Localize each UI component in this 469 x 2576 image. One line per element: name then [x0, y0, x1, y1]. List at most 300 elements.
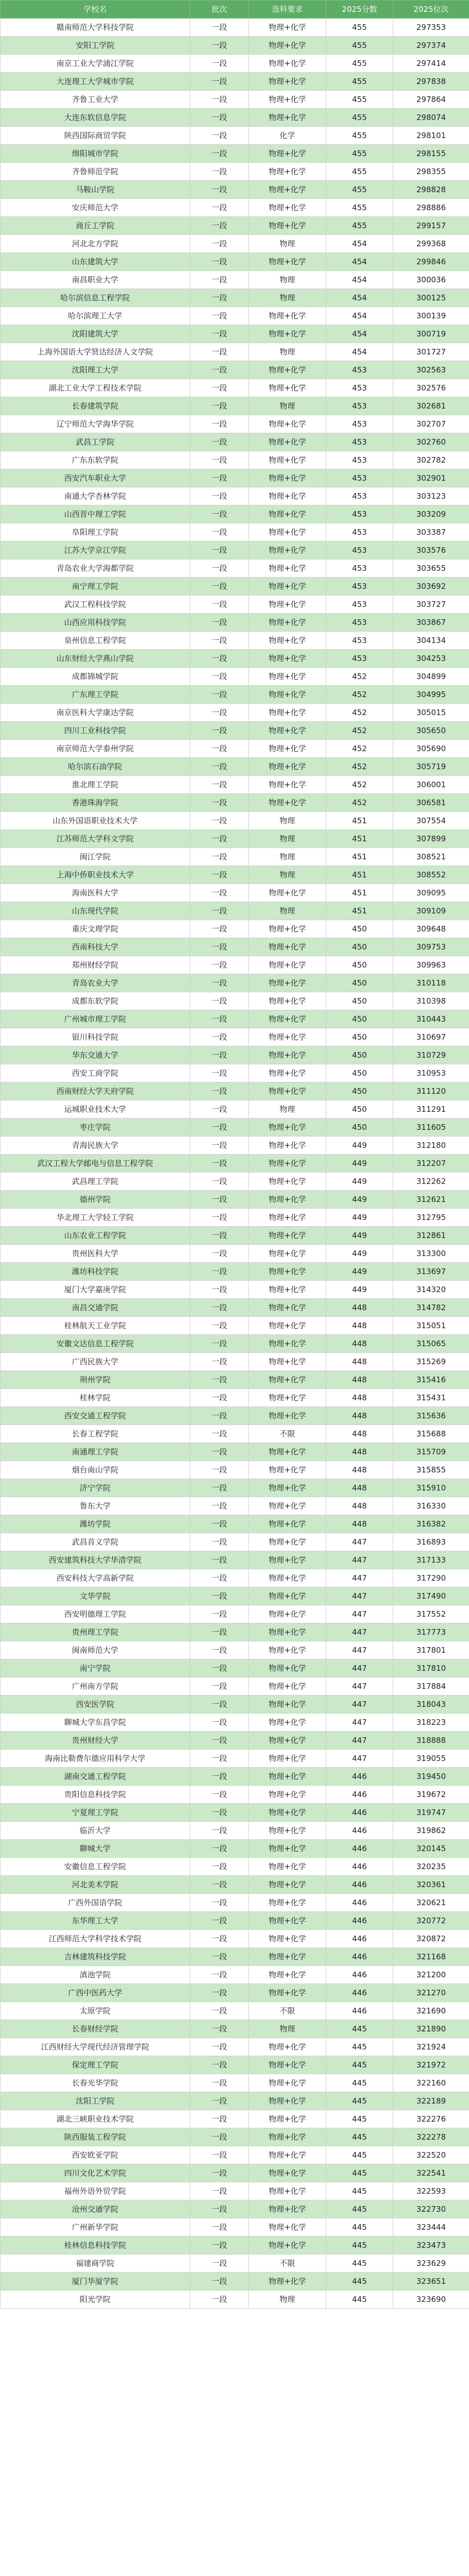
- school-name-cell: 安徽文达信息工程学院: [1, 1335, 190, 1353]
- batch-cell: 一段: [190, 1335, 249, 1353]
- subject-requirement-cell: 物理+化学: [249, 776, 326, 794]
- subject-requirement-cell: 物理+化学: [249, 181, 326, 199]
- subject-requirement-cell: 物理+化学: [249, 487, 326, 505]
- batch-cell: 一段: [190, 1677, 249, 1696]
- rank-cell: 299157: [393, 217, 469, 235]
- table-row: [1, 1263, 469, 1281]
- score-cell: 454: [326, 235, 393, 253]
- batch-cell: 一段: [190, 361, 249, 379]
- subject-requirement-cell: 物理: [249, 343, 326, 361]
- rank-cell: 322593: [393, 2182, 469, 2200]
- table-row: [1, 2038, 469, 2056]
- score-cell: 453: [326, 650, 393, 668]
- table-row: [1, 614, 469, 632]
- batch-cell: 一段: [190, 1479, 249, 1497]
- table-row: [1, 1605, 469, 1623]
- subject-requirement-cell: 物理+化学: [249, 109, 326, 127]
- score-cell: 447: [326, 1587, 393, 1605]
- table-row: [1, 1227, 469, 1245]
- rank-cell: 315709: [393, 1443, 469, 1461]
- batch-cell: 一段: [190, 722, 249, 740]
- batch-cell: 一段: [190, 1569, 249, 1587]
- batch-cell: 一段: [190, 2291, 249, 2309]
- table-row: [1, 109, 469, 127]
- school-name-cell: 山东建筑大学: [1, 253, 190, 271]
- table-row: [1, 397, 469, 415]
- rank-cell: 317801: [393, 1641, 469, 1659]
- batch-cell: 一段: [190, 1010, 249, 1028]
- table-row: [1, 560, 469, 578]
- score-cell: 450: [326, 1064, 393, 1082]
- batch-cell: 一段: [190, 1623, 249, 1641]
- rank-cell: 302681: [393, 397, 469, 415]
- subject-requirement-cell: 物理+化学: [249, 938, 326, 956]
- subject-requirement-cell: 物理+化学: [249, 415, 326, 433]
- subject-requirement-cell: 物理+化学: [249, 433, 326, 451]
- batch-cell: 一段: [190, 1082, 249, 1100]
- school-name-cell: 枣庄学院: [1, 1118, 190, 1137]
- score-cell: 453: [326, 379, 393, 397]
- rank-cell: 297838: [393, 73, 469, 91]
- rank-cell: 303692: [393, 578, 469, 596]
- subject-requirement-cell: 物理+化学: [249, 1714, 326, 1732]
- score-cell: 445: [326, 2056, 393, 2074]
- rank-cell: 308552: [393, 866, 469, 884]
- rank-cell: 298886: [393, 199, 469, 217]
- subject-requirement-cell: 物理: [249, 289, 326, 307]
- score-cell: 445: [326, 2182, 393, 2200]
- table-row: [1, 848, 469, 866]
- school-name-cell: 长春工程学院: [1, 1425, 190, 1443]
- score-cell: 445: [326, 2236, 393, 2255]
- batch-cell: 一段: [190, 974, 249, 992]
- table-row: [1, 596, 469, 614]
- school-name-cell: 香港珠海学院: [1, 794, 190, 812]
- rank-cell: 297374: [393, 37, 469, 55]
- subject-requirement-cell: 物理+化学: [249, 704, 326, 722]
- score-cell: 455: [326, 127, 393, 145]
- score-cell: 448: [326, 1461, 393, 1479]
- subject-requirement-cell: 物理+化学: [249, 614, 326, 632]
- school-name-cell: 广西民族大学: [1, 1353, 190, 1371]
- score-cell: 446: [326, 1786, 393, 1804]
- score-cell: 453: [326, 451, 393, 469]
- table-row: [1, 776, 469, 794]
- batch-cell: 一段: [190, 632, 249, 650]
- table-row: [1, 704, 469, 722]
- school-name-cell: 西安汽车职业大学: [1, 469, 190, 487]
- school-name-cell: 保定理工学院: [1, 2056, 190, 2074]
- school-name-cell: 陕西国际商贸学院: [1, 127, 190, 145]
- table-row: [1, 1209, 469, 1227]
- rank-cell: 298828: [393, 181, 469, 199]
- score-cell: 452: [326, 722, 393, 740]
- school-name-cell: 济宁学院: [1, 1479, 190, 1497]
- school-name-cell: 广州新华学院: [1, 2218, 190, 2236]
- batch-cell: 一段: [190, 2128, 249, 2146]
- subject-requirement-cell: 物理+化学: [249, 1858, 326, 1876]
- score-cell: 453: [326, 469, 393, 487]
- score-cell: 449: [326, 1263, 393, 1281]
- table-row: [1, 2200, 469, 2218]
- school-name-cell: 齐鲁工业大学: [1, 91, 190, 109]
- table-row: [1, 1804, 469, 1822]
- table-row: [1, 1984, 469, 2002]
- table-row: [1, 830, 469, 848]
- school-name-cell: 闽南师范大学: [1, 1641, 190, 1659]
- school-name-cell: 武昌工学院: [1, 433, 190, 451]
- batch-cell: 一段: [190, 776, 249, 794]
- table-row: [1, 2002, 469, 2020]
- school-name-cell: 淮北理工学院: [1, 776, 190, 794]
- school-name-cell: 成都锦城学院: [1, 668, 190, 686]
- batch-cell: 一段: [190, 2002, 249, 2020]
- table-row: [1, 343, 469, 361]
- rank-cell: 317290: [393, 1569, 469, 1587]
- table-row: [1, 1858, 469, 1876]
- table-row: [1, 722, 469, 740]
- rank-cell: 310953: [393, 1064, 469, 1082]
- rank-cell: 297864: [393, 91, 469, 109]
- subject-requirement-cell: 不限: [249, 1425, 326, 1443]
- score-cell: 446: [326, 1840, 393, 1858]
- batch-cell: 一段: [190, 866, 249, 884]
- score-cell: 454: [326, 289, 393, 307]
- score-cell: 448: [326, 1479, 393, 1497]
- batch-cell: 一段: [190, 2255, 249, 2273]
- table-row: [1, 451, 469, 469]
- batch-cell: 一段: [190, 2182, 249, 2200]
- subject-requirement-cell: 物理+化学: [249, 523, 326, 541]
- rank-cell: 297353: [393, 19, 469, 37]
- subject-requirement-cell: 物理+化学: [249, 1028, 326, 1046]
- score-cell: 447: [326, 1641, 393, 1659]
- school-name-cell: 西南财经大学天府学院: [1, 1082, 190, 1100]
- school-name-cell: 荆州学院: [1, 1371, 190, 1389]
- score-cell: 453: [326, 596, 393, 614]
- batch-cell: 一段: [190, 343, 249, 361]
- rank-cell: 312621: [393, 1191, 469, 1209]
- subject-requirement-cell: 物理+化学: [249, 2164, 326, 2182]
- table-row: [1, 1191, 469, 1209]
- table-row: [1, 1299, 469, 1317]
- table-row: [1, 2182, 469, 2200]
- school-name-cell: 滇池学院: [1, 1966, 190, 1984]
- subject-requirement-cell: 物理: [249, 902, 326, 920]
- batch-cell: 一段: [190, 794, 249, 812]
- rank-cell: 312207: [393, 1155, 469, 1173]
- batch-cell: 一段: [190, 1263, 249, 1281]
- score-cell: 449: [326, 1173, 393, 1191]
- rank-cell: 321972: [393, 2056, 469, 2074]
- score-cell: 451: [326, 812, 393, 830]
- school-name-cell: 武汉工程科技学院: [1, 596, 190, 614]
- score-cell: 454: [326, 343, 393, 361]
- subject-requirement-cell: 物理+化学: [249, 2074, 326, 2092]
- score-cell: 446: [326, 1912, 393, 1930]
- school-name-cell: 桂林学院: [1, 1389, 190, 1407]
- table-row: [1, 217, 469, 235]
- batch-cell: 一段: [190, 1389, 249, 1407]
- school-name-cell: 四川文化艺术学院: [1, 2164, 190, 2182]
- rank-cell: 309648: [393, 920, 469, 938]
- score-cell: 449: [326, 1137, 393, 1155]
- school-name-cell: 潍坊科技学院: [1, 1263, 190, 1281]
- subject-requirement-cell: 物理+化学: [249, 1317, 326, 1335]
- school-name-cell: 南昌职业大学: [1, 271, 190, 289]
- subject-requirement-cell: 物理: [249, 812, 326, 830]
- subject-requirement-cell: 物理+化学: [249, 1732, 326, 1750]
- batch-cell: 一段: [190, 1786, 249, 1804]
- school-name-cell: 江苏师范大学科文学院: [1, 830, 190, 848]
- table-row: [1, 2074, 469, 2092]
- school-name-cell: 吉林建筑科技学院: [1, 1948, 190, 1966]
- score-cell: 450: [326, 956, 393, 974]
- rank-cell: 315855: [393, 1461, 469, 1479]
- table-row: [1, 668, 469, 686]
- score-cell: 448: [326, 1353, 393, 1371]
- header-subject-requirement: 选科要求: [249, 1, 326, 19]
- rank-cell: 322730: [393, 2200, 469, 2218]
- school-name-cell: 贵州理工学院: [1, 1623, 190, 1641]
- table-row: [1, 2056, 469, 2074]
- score-cell: 445: [326, 2164, 393, 2182]
- batch-cell: 一段: [190, 668, 249, 686]
- table-row: [1, 1245, 469, 1263]
- subject-requirement-cell: 物理+化学: [249, 794, 326, 812]
- score-cell: 445: [326, 2218, 393, 2236]
- batch-cell: 一段: [190, 686, 249, 704]
- table-row: [1, 235, 469, 253]
- school-name-cell: 重庆文理学院: [1, 920, 190, 938]
- score-cell: 452: [326, 668, 393, 686]
- subject-requirement-cell: 物理: [249, 830, 326, 848]
- rank-cell: 323629: [393, 2255, 469, 2273]
- rank-cell: 322520: [393, 2146, 469, 2164]
- score-cell: 446: [326, 1894, 393, 1912]
- school-name-cell: 鲁东大学: [1, 1497, 190, 1515]
- table-row: [1, 73, 469, 91]
- rank-cell: 316382: [393, 1515, 469, 1533]
- table-row: [1, 2128, 469, 2146]
- rank-cell: 313697: [393, 1263, 469, 1281]
- batch-cell: 一段: [190, 55, 249, 73]
- batch-cell: 一段: [190, 1281, 249, 1299]
- rank-cell: 320621: [393, 1894, 469, 1912]
- batch-cell: 一段: [190, 1551, 249, 1569]
- school-name-cell: 长春光华学院: [1, 2074, 190, 2092]
- rank-cell: 302782: [393, 451, 469, 469]
- school-name-cell: 太原学院: [1, 2002, 190, 2020]
- table-row: [1, 505, 469, 523]
- score-cell: 455: [326, 91, 393, 109]
- score-cell: 445: [326, 2291, 393, 2309]
- batch-cell: 一段: [190, 73, 249, 91]
- school-name-cell: 山东农业工程学院: [1, 1227, 190, 1245]
- score-cell: 448: [326, 1497, 393, 1515]
- score-cell: 448: [326, 1299, 393, 1317]
- rank-cell: 307899: [393, 830, 469, 848]
- rank-cell: 315051: [393, 1317, 469, 1335]
- school-name-cell: 山东财经大学燕山学院: [1, 650, 190, 668]
- score-cell: 447: [326, 1750, 393, 1768]
- batch-cell: 一段: [190, 2146, 249, 2164]
- table-row: [1, 271, 469, 289]
- school-name-cell: 沧州交通学院: [1, 2200, 190, 2218]
- school-name-cell: 哈尔滨石油学院: [1, 758, 190, 776]
- batch-cell: 一段: [190, 109, 249, 127]
- batch-cell: 一段: [190, 1064, 249, 1082]
- rank-cell: 319747: [393, 1804, 469, 1822]
- score-cell: 448: [326, 1515, 393, 1533]
- subject-requirement-cell: 物理+化学: [249, 55, 326, 73]
- subject-requirement-cell: 物理+化学: [249, 325, 326, 343]
- score-cell: 447: [326, 1659, 393, 1677]
- school-name-cell: 武汉工程大学邮电与信息工程学院: [1, 1155, 190, 1173]
- rank-cell: 298355: [393, 163, 469, 181]
- rank-cell: 303867: [393, 614, 469, 632]
- school-name-cell: 马鞍山学院: [1, 181, 190, 199]
- table-row: [1, 1497, 469, 1515]
- school-name-cell: 武昌理工学院: [1, 1173, 190, 1191]
- school-name-cell: 海南比勒费尔德应用科学大学: [1, 1750, 190, 1768]
- table-header: [1, 1, 469, 19]
- school-name-cell: 长春建筑学院: [1, 397, 190, 415]
- school-name-cell: 南京医科大学康达学院: [1, 704, 190, 722]
- batch-cell: 一段: [190, 541, 249, 560]
- batch-cell: 一段: [190, 91, 249, 109]
- table-row: [1, 1948, 469, 1966]
- subject-requirement-cell: 物理+化学: [249, 1569, 326, 1587]
- score-cell: 446: [326, 1804, 393, 1822]
- table-row: [1, 1100, 469, 1118]
- table-row: [1, 1551, 469, 1569]
- score-cell: 451: [326, 830, 393, 848]
- school-name-cell: 聊城大学东昌学院: [1, 1714, 190, 1732]
- table-row: [1, 415, 469, 433]
- batch-cell: 一段: [190, 2218, 249, 2236]
- table-row: [1, 181, 469, 199]
- table-row: [1, 1046, 469, 1064]
- subject-requirement-cell: 物理+化学: [249, 1389, 326, 1407]
- subject-requirement-cell: 物理+化学: [249, 740, 326, 758]
- table-row: [1, 253, 469, 271]
- school-name-cell: 烟台南山学院: [1, 1461, 190, 1479]
- subject-requirement-cell: 物理+化学: [249, 163, 326, 181]
- rank-cell: 318043: [393, 1696, 469, 1714]
- score-cell: 446: [326, 1984, 393, 2002]
- table-row: [1, 1786, 469, 1804]
- school-name-cell: 江西师范大学科学技术学院: [1, 1930, 190, 1948]
- subject-requirement-cell: 物理+化学: [249, 253, 326, 271]
- subject-requirement-cell: 物理+化学: [249, 1822, 326, 1840]
- subject-requirement-cell: 物理+化学: [249, 451, 326, 469]
- table-row: [1, 1407, 469, 1425]
- batch-cell: 一段: [190, 1155, 249, 1173]
- score-cell: 448: [326, 1335, 393, 1353]
- score-cell: 449: [326, 1155, 393, 1173]
- table-row: [1, 1894, 469, 1912]
- rank-cell: 322541: [393, 2164, 469, 2182]
- school-name-cell: 赣南师范大学科技学院: [1, 19, 190, 37]
- batch-cell: 一段: [190, 1587, 249, 1605]
- rank-cell: 300125: [393, 289, 469, 307]
- school-name-cell: 华东交通大学: [1, 1046, 190, 1064]
- score-cell: 446: [326, 1822, 393, 1840]
- table-row: [1, 1281, 469, 1299]
- batch-cell: 一段: [190, 560, 249, 578]
- rank-cell: 314782: [393, 1299, 469, 1317]
- school-name-cell: 山西应用科技学院: [1, 614, 190, 632]
- school-name-cell: 齐鲁师范学院: [1, 163, 190, 181]
- batch-cell: 一段: [190, 127, 249, 145]
- subject-requirement-cell: 物理+化学: [249, 1912, 326, 1930]
- subject-requirement-cell: 物理+化学: [249, 1461, 326, 1479]
- rank-cell: 323690: [393, 2291, 469, 2309]
- score-cell: 455: [326, 199, 393, 217]
- subject-requirement-cell: 物理+化学: [249, 1353, 326, 1371]
- table-row: [1, 1010, 469, 1028]
- rank-cell: 299846: [393, 253, 469, 271]
- table-row: [1, 1064, 469, 1082]
- header-batch: 批次: [190, 1, 249, 19]
- score-cell: 452: [326, 686, 393, 704]
- rank-cell: 315688: [393, 1425, 469, 1443]
- batch-cell: 一段: [190, 830, 249, 848]
- table-row: [1, 1371, 469, 1389]
- school-name-cell: 广州城市理工学院: [1, 1010, 190, 1028]
- subject-requirement-cell: 物理+化学: [249, 650, 326, 668]
- score-cell: 445: [326, 2110, 393, 2128]
- batch-cell: 一段: [190, 740, 249, 758]
- subject-requirement-cell: 物理+化学: [249, 1082, 326, 1100]
- rank-cell: 319862: [393, 1822, 469, 1840]
- table-row: [1, 866, 469, 884]
- school-name-cell: 辽宁师范大学海华学院: [1, 415, 190, 433]
- rank-cell: 309109: [393, 902, 469, 920]
- score-cell: 446: [326, 1876, 393, 1894]
- table-row: [1, 1569, 469, 1587]
- score-cell: 446: [326, 1966, 393, 1984]
- batch-cell: 一段: [190, 1641, 249, 1659]
- subject-requirement-cell: 不限: [249, 2002, 326, 2020]
- subject-requirement-cell: 物理+化学: [249, 1245, 326, 1263]
- subject-requirement-cell: 物理+化学: [249, 1768, 326, 1786]
- score-cell: 446: [326, 1948, 393, 1966]
- subject-requirement-cell: 物理+化学: [249, 1984, 326, 2002]
- score-cell: 453: [326, 505, 393, 523]
- subject-requirement-cell: 物理+化学: [249, 1804, 326, 1822]
- school-name-cell: 青海民族大学: [1, 1137, 190, 1155]
- table-row: [1, 1335, 469, 1353]
- school-name-cell: 南宁理工学院: [1, 578, 190, 596]
- score-cell: 452: [326, 794, 393, 812]
- table-row: [1, 1840, 469, 1858]
- score-cell: 447: [326, 1623, 393, 1641]
- batch-cell: 一段: [190, 1840, 249, 1858]
- subject-requirement-cell: 物理+化学: [249, 560, 326, 578]
- table-row: [1, 91, 469, 109]
- score-cell: 445: [326, 2092, 393, 2110]
- rank-cell: 310729: [393, 1046, 469, 1064]
- rank-cell: 302760: [393, 433, 469, 451]
- table-row: [1, 2146, 469, 2164]
- batch-cell: 一段: [190, 1984, 249, 2002]
- batch-cell: 一段: [190, 2236, 249, 2255]
- subject-requirement-cell: 物理+化学: [249, 2110, 326, 2128]
- table-row: [1, 379, 469, 397]
- table-row: [1, 632, 469, 650]
